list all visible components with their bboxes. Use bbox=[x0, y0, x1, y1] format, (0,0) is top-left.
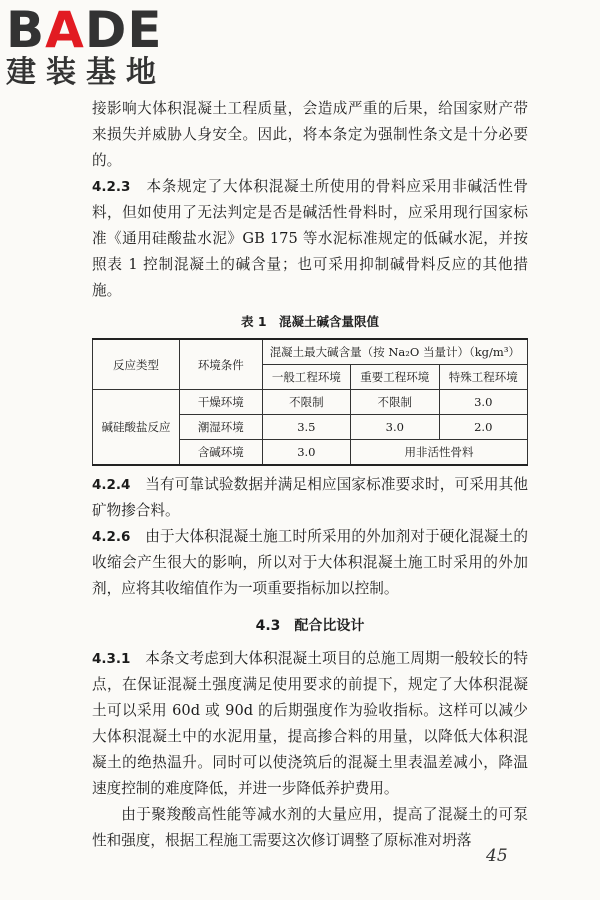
general-cell: 3.0 bbox=[262, 440, 350, 466]
clause-number: 4.2.4 bbox=[92, 477, 131, 493]
clause-number: 4.3.1 bbox=[92, 651, 131, 667]
header-max-alkali: 混凝土最大碱含量（按 Na₂O 当量计）（kg/m³） bbox=[262, 339, 527, 365]
env-cell: 干燥环境 bbox=[180, 390, 263, 415]
clause-4-2-3 bbox=[92, 174, 528, 304]
clause-number: 4.2.3 bbox=[92, 179, 131, 195]
header-reaction-type: 反应类型 bbox=[93, 339, 180, 390]
header-special: 特殊工程环境 bbox=[439, 365, 527, 390]
special-cell: 2.0 bbox=[439, 415, 527, 440]
general-cell: 不限制 bbox=[262, 390, 350, 415]
table-caption: 表 1 混凝土碱含量限值 bbox=[240, 314, 380, 329]
bade-logo bbox=[6, 1, 186, 94]
env-cell: 含碱环境 bbox=[180, 440, 263, 466]
clause-number: 4.2.6 bbox=[92, 529, 131, 545]
important-cell: 不限制 bbox=[351, 390, 439, 415]
clause-text: 由于大体积混凝土施工时所采用的外加剂对于硬化混凝土的收缩会产生很大的影响，所以对于大体积混凝土施工时采用的外加剂，应将其收缩值作为一项重要指标加以控制。 bbox=[92, 528, 528, 597]
page-number: 45 bbox=[486, 846, 508, 866]
clause-4-2-4 bbox=[92, 472, 528, 524]
header-environment: 环境条件 bbox=[180, 339, 263, 390]
logo-subtitle: 建装基地 bbox=[6, 55, 166, 90]
clause-4-2-6 bbox=[92, 524, 528, 602]
env-cell: 潮湿环境 bbox=[180, 415, 263, 440]
logo-accent-letter: A bbox=[45, 1, 85, 59]
paragraph-continued: 接影响大体积混凝土工程质量，会造成严重的后果，给国家财产带来损失并威胁人身安全。因此，将本条定为强制性条文是十分必要的。 bbox=[92, 100, 528, 169]
reaction-type-cell: 碱硅酸盐反应 bbox=[93, 390, 180, 466]
clause-text: 本条规定了大体积混凝土所使用的骨料应采用非碱活性骨料，但如使用了无法判定是否是碱活性骨料时，应采用现行国家标准《通用硅酸盐水泥》GB 175 等水泥标准规定的低碱水泥，并按照表 1 控制混凝土的碱含量；也可采用抑制碱骨料反应的其他措施。 bbox=[92, 178, 528, 299]
alkali-limit-table bbox=[92, 338, 528, 466]
paragraph: 由于聚羧酸高性能等减水剂的大量应用，提高了混凝土的可泵性和强度，根据工程施工需要这次修订调整了原标准对坍落 bbox=[92, 806, 528, 849]
clause-text: 本条文考虑到大体积混凝土项目的总施工周期一般较长的特点，在保证混凝土强度满足使用要求的前提下，规定了大体积混凝土可以采用 60d 或 90d 的后期强度作为验收指标。这样可以减少大体积混凝土中的水泥用量，提高掺合料的用量，以降低大体积混凝土的绝热温升。同时可以使浇筑后的混凝土里表温差减小，降温速度控制的难度降低，并进一步降低养护费用。 bbox=[92, 650, 528, 797]
logo-brand: BADE bbox=[6, 1, 163, 59]
important-cell: 3.0 bbox=[351, 415, 439, 440]
section-heading: 4.3 配合比设计 bbox=[255, 618, 365, 634]
table-row bbox=[93, 390, 528, 415]
header-important: 重要工程环境 bbox=[351, 365, 439, 390]
document-body bbox=[92, 96, 528, 854]
general-cell: 3.5 bbox=[262, 415, 350, 440]
clause-text: 当有可靠试验数据并满足相应国家标准要求时，可采用其他矿物掺合料。 bbox=[92, 476, 528, 519]
header-general: 一般工程环境 bbox=[262, 365, 350, 390]
merged-cell: 用非活性骨料 bbox=[351, 440, 528, 466]
special-cell: 3.0 bbox=[439, 390, 527, 415]
clause-4-3-1 bbox=[92, 646, 528, 802]
